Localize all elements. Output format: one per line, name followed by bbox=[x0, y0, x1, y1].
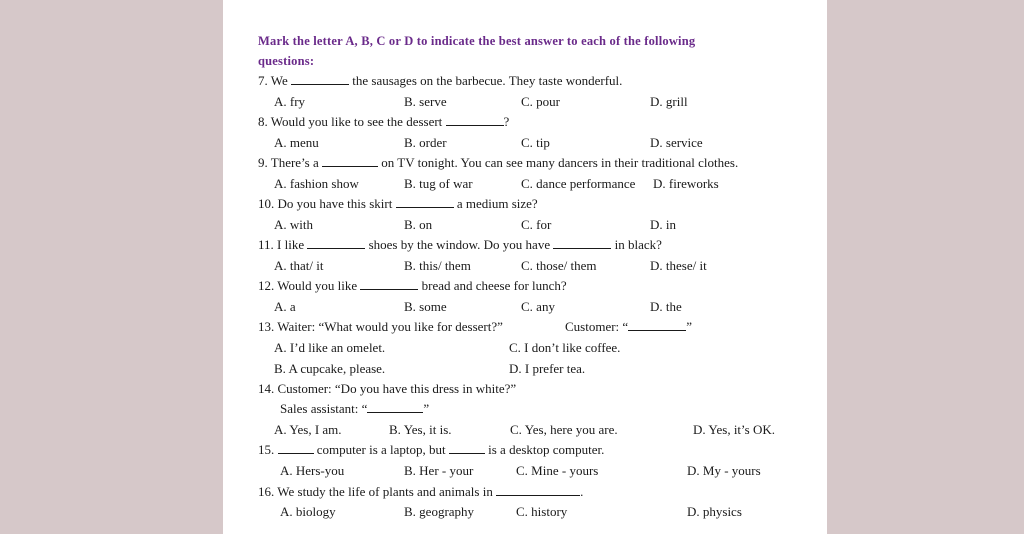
question-11 bbox=[258, 238, 662, 251]
question-16 bbox=[258, 485, 583, 498]
answer-blank[interactable] bbox=[367, 402, 423, 413]
instructions-line-2: questions: bbox=[258, 54, 315, 68]
question-text: computer is a laptop, but bbox=[316, 442, 446, 457]
option-d[interactable]: D. grill bbox=[650, 94, 688, 109]
option-b[interactable]: B. some bbox=[404, 299, 447, 314]
question-text: 14. Customer: “Do you have this dress in white?” bbox=[258, 381, 517, 396]
option-b[interactable]: B. geography bbox=[404, 504, 475, 519]
option-c[interactable]: C. Yes, here you are. bbox=[510, 422, 618, 437]
option-c[interactable]: C. Mine - yours bbox=[516, 463, 599, 478]
question-text: 8. Would you like to see the dessert bbox=[258, 114, 443, 129]
option-b[interactable]: B. order bbox=[404, 135, 447, 150]
question-text: a medium size? bbox=[456, 196, 538, 211]
question-8 bbox=[258, 115, 509, 128]
option-a[interactable]: A. biology bbox=[280, 504, 336, 519]
question-14-reply bbox=[280, 402, 429, 415]
option-b[interactable]: B. this/ them bbox=[404, 258, 471, 273]
answer-blank[interactable] bbox=[291, 74, 349, 85]
option-c[interactable]: C. any bbox=[521, 299, 555, 314]
answer-blank[interactable] bbox=[307, 238, 365, 249]
answer-blank[interactable] bbox=[449, 443, 485, 454]
option-c[interactable]: C. tip bbox=[521, 135, 550, 150]
question-text: 10. Do you have this skirt bbox=[258, 196, 393, 211]
question-text: ” bbox=[686, 319, 692, 334]
question-text: 13. Waiter: “What would you like for dessert?” bbox=[258, 319, 503, 334]
option-d[interactable]: D. these/ it bbox=[650, 258, 707, 273]
question-text: on TV tonight. You can see many dancers in their traditional clothes. bbox=[381, 155, 739, 170]
option-d[interactable]: D. service bbox=[650, 135, 703, 150]
option-a[interactable]: A. I’d like an omelet. bbox=[274, 340, 386, 355]
question-text: 7. We bbox=[258, 73, 288, 88]
option-b[interactable]: B. on bbox=[404, 217, 433, 232]
question-text: shoes by the window. Do you have bbox=[368, 237, 551, 252]
answer-blank[interactable] bbox=[496, 485, 580, 496]
option-b[interactable]: B. tug of war bbox=[404, 176, 473, 191]
option-d[interactable]: D. I prefer tea. bbox=[509, 361, 586, 376]
answer-blank[interactable] bbox=[553, 238, 611, 249]
answer-blank[interactable] bbox=[446, 115, 504, 126]
answer-blank[interactable] bbox=[396, 197, 454, 208]
question-text: Sales assistant: “ bbox=[280, 401, 368, 416]
question-10 bbox=[258, 197, 538, 210]
question-text: 12. Would you like bbox=[258, 278, 358, 293]
option-b[interactable]: B. A cupcake, please. bbox=[274, 361, 386, 376]
question-text: ” bbox=[423, 401, 430, 416]
instructions-line-1: Mark the letter A, B, C or D to indicate the best answer to each of the following bbox=[258, 34, 696, 48]
answer-blank[interactable] bbox=[628, 320, 686, 331]
question-text: bread and cheese for lunch? bbox=[421, 278, 567, 293]
option-c[interactable]: C. those/ them bbox=[521, 258, 597, 273]
option-c[interactable]: C. for bbox=[521, 217, 552, 232]
option-a[interactable]: A. menu bbox=[274, 135, 319, 150]
question-14 bbox=[258, 382, 516, 395]
option-d[interactable]: D. fireworks bbox=[653, 176, 719, 191]
answer-blank[interactable] bbox=[360, 279, 418, 290]
question-text: in black? bbox=[614, 237, 662, 252]
option-d[interactable]: D. physics bbox=[687, 504, 742, 519]
question-13 bbox=[258, 320, 503, 333]
question-text: the sausages on the barbecue. They taste wonderful. bbox=[352, 73, 623, 88]
option-c[interactable]: C. dance performance bbox=[521, 176, 636, 191]
question-12 bbox=[258, 279, 567, 292]
option-c[interactable]: C. I don’t like coffee. bbox=[509, 340, 621, 355]
option-c[interactable]: C. history bbox=[516, 504, 568, 519]
question-13-customer bbox=[565, 320, 692, 333]
question-text: Customer: “ bbox=[565, 319, 629, 334]
question-text: 9. There’s a bbox=[258, 155, 319, 170]
option-a[interactable]: A. Yes, I am. bbox=[274, 422, 342, 437]
option-d[interactable]: D. in bbox=[650, 217, 676, 232]
question-15 bbox=[258, 443, 604, 456]
option-a[interactable]: A. a bbox=[274, 299, 296, 314]
option-a[interactable]: A. with bbox=[274, 217, 313, 232]
question-text: is a desktop computer. bbox=[488, 442, 605, 457]
option-d[interactable]: D. the bbox=[650, 299, 682, 314]
option-d[interactable]: D. My - yours bbox=[687, 463, 761, 478]
question-text: . bbox=[580, 484, 584, 499]
option-a[interactable]: A. fashion show bbox=[274, 176, 359, 191]
answer-blank[interactable] bbox=[278, 443, 314, 454]
option-b[interactable]: B. serve bbox=[404, 94, 447, 109]
option-c[interactable]: C. pour bbox=[521, 94, 560, 109]
question-text: 15. bbox=[258, 442, 275, 457]
option-b[interactable]: B. Yes, it is. bbox=[389, 422, 452, 437]
question-text: 11. I like bbox=[258, 237, 305, 252]
option-d[interactable]: D. Yes, it’s OK. bbox=[693, 422, 775, 437]
option-b[interactable]: B. Her - your bbox=[404, 463, 474, 478]
answer-blank[interactable] bbox=[322, 156, 378, 167]
question-text: ? bbox=[503, 114, 510, 129]
question-9 bbox=[258, 156, 738, 169]
option-a[interactable]: A. Hers-you bbox=[280, 463, 345, 478]
worksheet-page bbox=[223, 0, 827, 534]
option-a[interactable]: A. that/ it bbox=[274, 258, 324, 273]
question-7 bbox=[258, 74, 622, 87]
option-a[interactable]: A. fry bbox=[274, 94, 306, 109]
question-text: 16. We study the life of plants and animals in bbox=[258, 484, 493, 499]
